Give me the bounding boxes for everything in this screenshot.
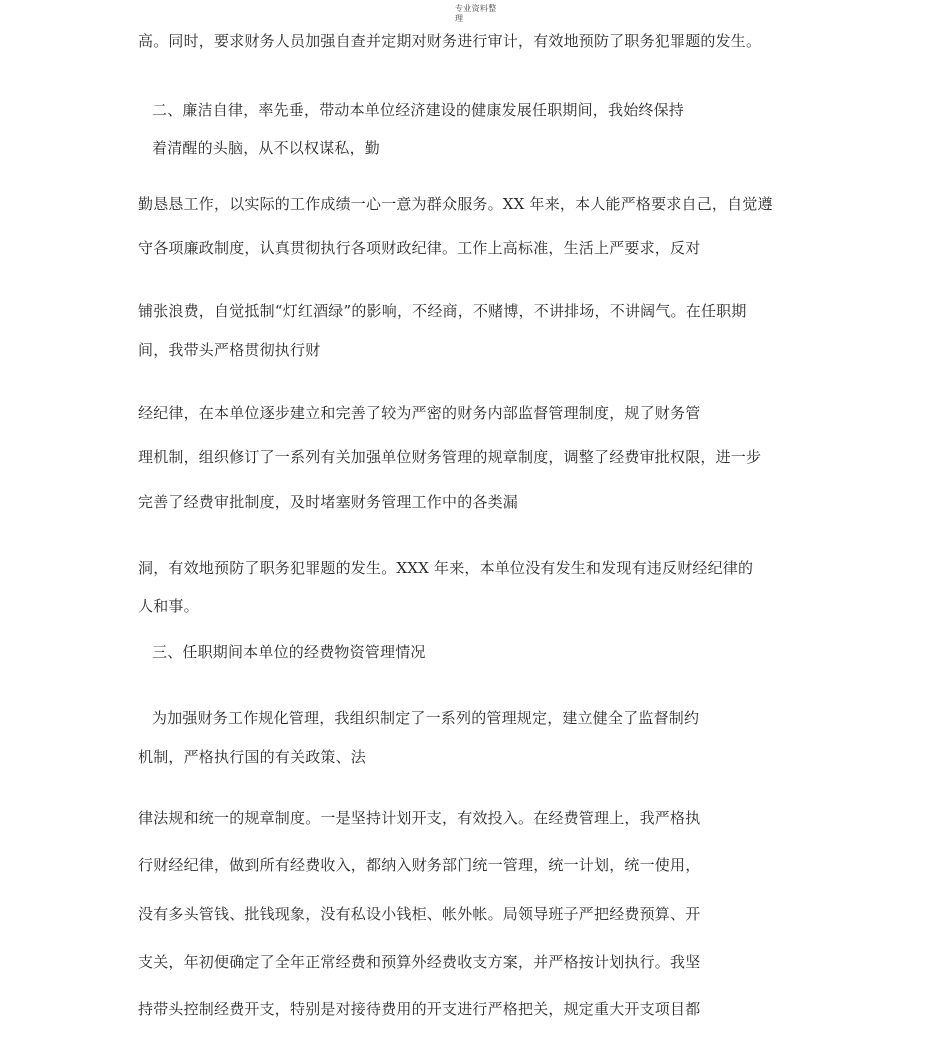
header-line-1: 专业资料整	[455, 4, 497, 13]
text-line: 持带头控制经费开支，特别是对接待费用的开支进行严格把关，规定重大开支项目都	[138, 1000, 701, 1018]
text-line: 机制，严格执行国的有关政策、法	[138, 748, 367, 766]
text-line: 人和事。	[138, 597, 199, 615]
section-heading-2: 二、廉洁自律，率先垂，带动本单位经济建设的健康发展任职期间，我始终保持	[152, 101, 685, 119]
text-line: 间，我带头严格贯彻执行财	[138, 341, 321, 359]
page-header	[455, 4, 515, 24]
text-line: 着清醒的头脑，从不以权谋私，勤	[152, 139, 381, 157]
text-line: 理机制，组织修订了一系列有关加强单位财务管理的规章制度，调整了经费审批权限，进一步	[138, 448, 762, 466]
section-heading-3: 三、任职期间本单位的经费物资管理情况	[152, 643, 426, 661]
text-line: 勤恳恳工作，以实际的工作成绩一心一意为群众服务。XX 年来，本人能严格要求自己，自觉遵	[138, 195, 773, 213]
text-line: 完善了经费审批制度，及时堵塞财务管理工作中的各类漏	[138, 493, 519, 511]
text-line: 铺张浪费，自觉抵制“灯红酒绿”的影响，不经商，不赌博，不讲排场，不讲阔气。在任职期	[138, 302, 747, 320]
text-line: 律法规和统一的规章制度。一是坚持计划开支，有效投入。在经费管理上，我严格执	[138, 809, 701, 827]
text-line: 支关，年初便确定了全年正常经费和预算外经费收支方案，并严格按计划执行。我坚	[138, 953, 701, 971]
text-line: 行财经纪律，做到所有经费收入，都纳入财务部门统一管理，统一计划，统一使用，	[138, 856, 701, 874]
text-line: 经纪律，在本单位逐步建立和完善了较为严密的财务内部监督管理制度，规了财务管	[138, 404, 701, 422]
text-line: 洞，有效地预防了职务犯罪题的发生。XXX 年来，本单位没有发生和发现有违反财经纪律的	[138, 559, 754, 577]
text-line: 没有多头管钱、批钱现象，没有私设小钱柜、帐外帐。局领导班子严把经费预算、开	[138, 905, 701, 923]
text-line: 为加强财务工作规化管理，我组织制定了一系列的管理规定，建立健全了监督制约	[152, 709, 700, 727]
text-line: 高。同时，要求财务人员加强自查并定期对财务进行审计，有效地预防了职务犯罪题的发生。	[138, 32, 762, 50]
header-line-2: 理	[455, 14, 464, 23]
text-line: 守各项廉政制度，认真贯彻执行各项财政纪律。工作上高标准，生活上严要求，反对	[138, 239, 701, 257]
